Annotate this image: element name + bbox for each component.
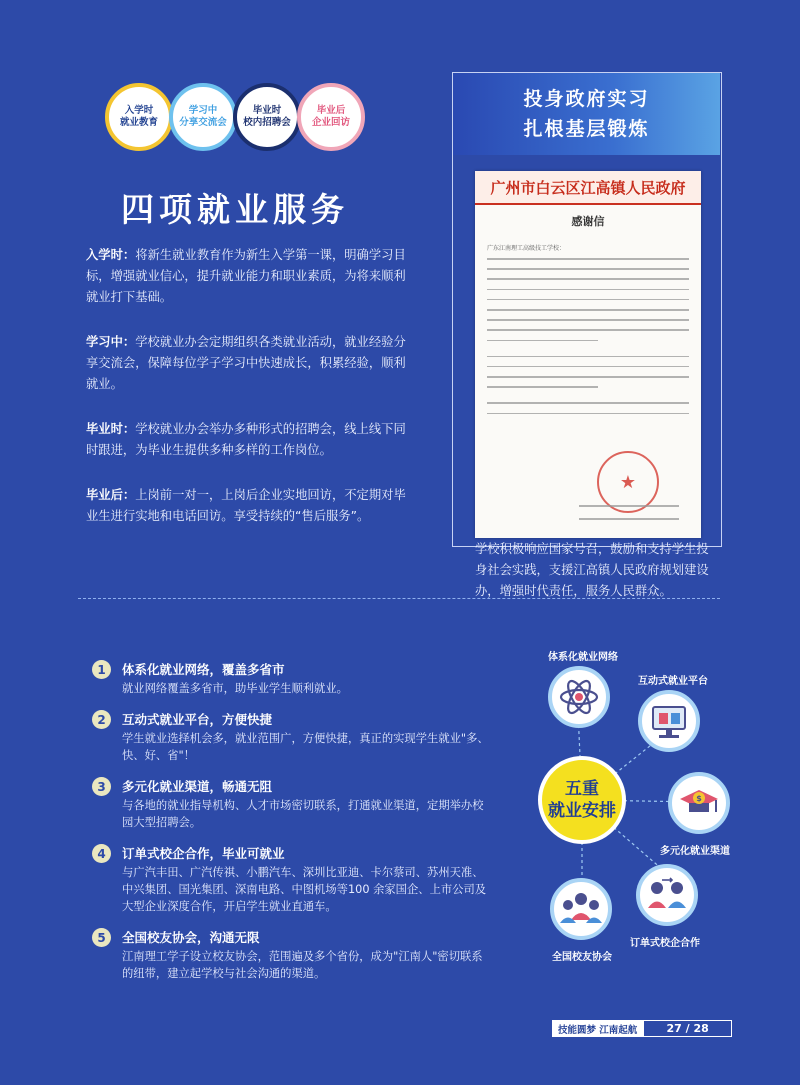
number-badge: 2: [92, 710, 111, 729]
stage-label-top: 毕业时: [252, 105, 282, 117]
services-list: [86, 245, 408, 551]
svg-text:$: $: [696, 794, 702, 803]
date-line: [579, 518, 679, 520]
number-badge: 3: [92, 777, 111, 796]
item-desc: 江南理工学子设立校友协会，范围遍及多个省份，成为"江南人"密切联系的纽带，建立起学校与社会沟通的渠道。: [122, 950, 483, 980]
service-key: 入学时：: [86, 248, 136, 262]
gov-title-line1: 投身政府实习: [523, 88, 650, 110]
service-text: 学校就业办会定期组织各类就业活动，就业经验分享交流会，保障每位学子学习中快速成长，积累经验，顺利就业。: [86, 335, 406, 391]
gov-description: 学校积极响应国家号召，鼓励和支持学生投身社会实践，支援江高镇人民政府规划建设办，增强时代责任，服务人民群众。: [475, 542, 709, 598]
service-paragraph: [86, 245, 408, 308]
graduation-cap-icon: [668, 772, 730, 834]
item-title: 订单式校企合作，毕业可就业: [122, 846, 285, 861]
arrangements-list: [92, 660, 492, 995]
alumni-group-icon: [550, 878, 612, 940]
item-title: 体系化就业网络，覆盖多省市: [122, 662, 285, 677]
service-key: 学习中：: [86, 335, 136, 349]
red-seal-icon: ★: [597, 451, 659, 513]
stage-enrollment: [105, 83, 173, 151]
node-label-platform: 互动式就业平台: [638, 676, 708, 687]
stage-label-top: 毕业后: [316, 105, 346, 117]
stage-label-top: 入学时: [124, 105, 154, 117]
service-text: 学校就业办会举办多种形式的招聘会，线上线下同时跟进，为毕业生提供多种多样的工作岗位。: [86, 422, 406, 457]
page-footer: [552, 1020, 732, 1037]
service-text: 将新生就业教育作为新生入学第一课，明确学习目标，增强就业信心，提升就业能力和职业素质，为将来顺利就业打下基础。: [86, 248, 406, 304]
service-paragraph: [86, 332, 408, 395]
thank-you-letter-image: [475, 171, 701, 538]
stage-after-graduation: [297, 83, 365, 151]
page-number: 27 / 28: [643, 1020, 732, 1037]
section-title: 四项就业服务: [121, 190, 349, 229]
letter-header: 广州市白云区江高镇人民政府: [475, 171, 701, 205]
node-label-channels: 多元化就业渠道: [660, 846, 730, 857]
letter-salutation: 广东江南理工高级技工学校：: [487, 245, 566, 252]
item-title: 互动式就业平台，方便快捷: [122, 712, 273, 727]
item-desc: 学生就业选择机会多，就业范围广，方便快捷，真正的实现学生就业"多、快、好、省"！: [122, 732, 489, 762]
stage-label-bottom: 就业教育: [119, 117, 158, 128]
service-key: 毕业后：: [86, 488, 136, 502]
number-badge: 5: [92, 928, 111, 947]
stage-graduation: [233, 83, 301, 151]
list-item: [92, 928, 492, 982]
list-item: [92, 660, 492, 697]
stage-label-bottom: 企业回访: [311, 117, 350, 128]
service-paragraph: [86, 485, 408, 527]
stage-label-bottom: 分享交流会: [179, 117, 227, 128]
item-desc: 与广汽丰田、广汽传祺、小鹏汽车、深圳比亚迪、卡尔蔡司、苏州天准、中兴集团、国光集团、深南电路、中图机场等100 余家国企、上市公司及大型企业深度合作，开启学生就业直通车。: [122, 866, 487, 913]
item-desc: 与各地的就业指导机构、人才市场密切联系，打通就业渠道，定期举办校园大型招聘会。: [122, 799, 484, 829]
dashed-divider: [78, 598, 720, 599]
service-text: 上岗前一对一，上岗后企业实地回访，不定期对毕业生进行实地和电话回访。享受持续的“售后服务”。: [86, 488, 406, 523]
arrangements-diagram: [520, 640, 780, 980]
node-label-cooperation: 订单式校企合作: [630, 938, 700, 949]
monitor-icon: [638, 690, 700, 752]
stage-circles: [105, 83, 370, 155]
item-title: 全国校友协会，沟通无限: [122, 930, 260, 945]
item-desc: 就业网络覆盖多省市，助毕业学生顺利就业。: [122, 682, 348, 695]
footer-tag: 技能圆梦 江南起航: [552, 1020, 643, 1037]
service-key: 毕业时：: [86, 422, 136, 436]
gov-internship-panel: [452, 72, 722, 598]
stage-studying: [169, 83, 237, 151]
gov-title-line2: 扎根基层锻炼: [523, 118, 650, 140]
people-exchange-icon: [636, 864, 698, 926]
stage-label-top: 学习中: [188, 105, 218, 117]
gov-panel-header: [453, 73, 720, 155]
letter-title: 感谢信: [571, 215, 605, 228]
list-item: [92, 710, 492, 764]
letter-body-lines: [487, 258, 689, 414]
center-line1: 五重: [565, 779, 599, 799]
number-badge: 4: [92, 844, 111, 863]
stage-label-bottom: 校内招聘会: [243, 117, 291, 128]
number-badge: 1: [92, 660, 111, 679]
center-node: [538, 756, 626, 844]
signature-line: [579, 505, 679, 507]
node-label-network: 体系化就业网络: [548, 652, 618, 663]
list-item: [92, 844, 492, 915]
list-item: [92, 777, 492, 831]
item-title: 多元化就业渠道，畅通无阻: [122, 779, 273, 794]
atom-icon: [548, 666, 610, 728]
service-paragraph: [86, 419, 408, 461]
node-label-alumni: 全国校友协会: [552, 952, 612, 963]
center-line2: 就业安排: [548, 801, 616, 821]
